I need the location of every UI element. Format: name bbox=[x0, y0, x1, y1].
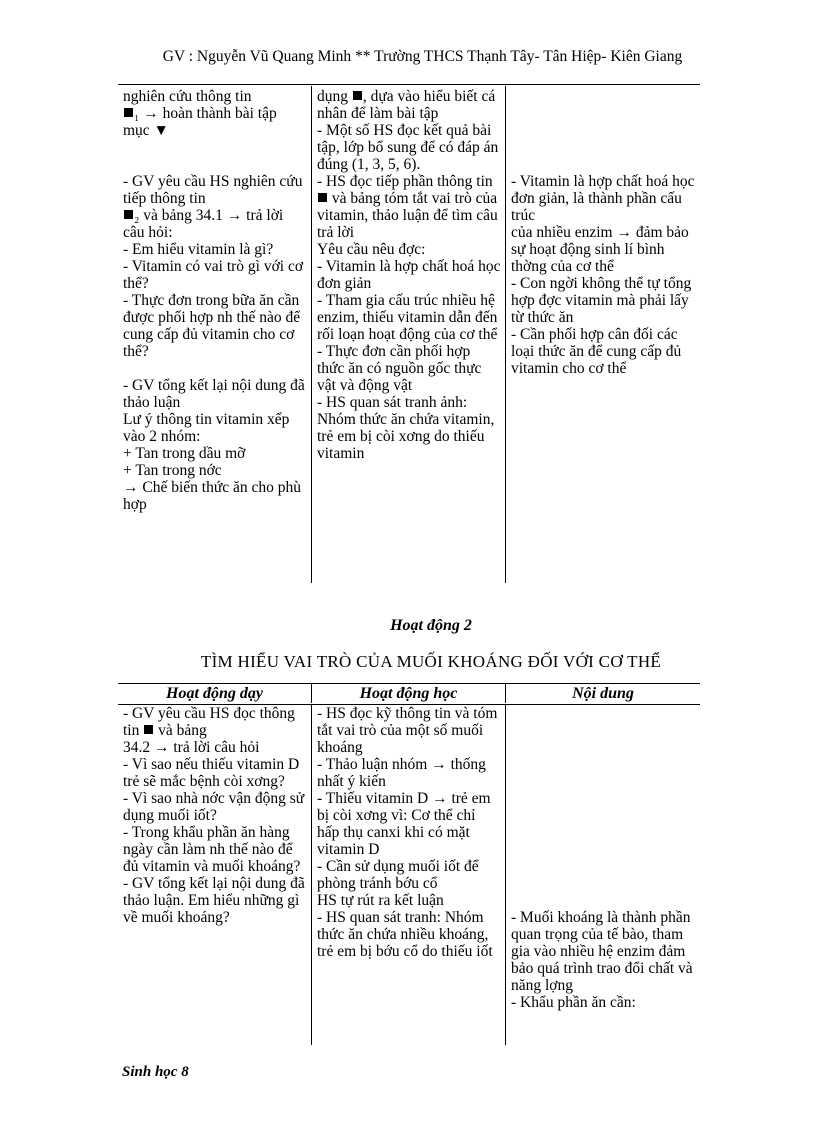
cell-text: - Một số HS đọc kết quả bài tập, lớp bổ sung để có đáp án đúng (1, 3, 5, 6). bbox=[317, 122, 499, 173]
cell-text: của nhiều enzim → đảm bảo sự hoạt động sinh lí bình thờng của cơ thể bbox=[511, 224, 689, 275]
cell-text: 34.2 → trả lời câu hỏi bbox=[123, 739, 260, 756]
teaching-activity-cell bbox=[118, 86, 311, 583]
page-footer: Sinh học 8 bbox=[122, 1064, 189, 1080]
teaching-activity-cell bbox=[118, 705, 311, 1045]
cell-text: - Em hiểu vitamin là gì? bbox=[123, 241, 274, 258]
cell-text: - Cần sử dụng muối iốt để phòng tránh bớu cổ bbox=[317, 858, 479, 892]
cell-text: - Vì sao nếu thiếu vitamin D trẻ sẽ mắc bệnh còi xơng? bbox=[123, 756, 300, 790]
cell-text: - Con ngời không thể tự tổng hợp đợc vitamin mà phải lấy từ thức ăn bbox=[511, 275, 692, 326]
cell-text: Lư ý thông tin vitamin xếp vào 2 nhóm: bbox=[123, 411, 290, 445]
cell-text: - GV tổng kết lại nội dung đã thảo luận bbox=[123, 377, 305, 411]
cell-text: nghiên cứu thông tin bbox=[123, 88, 252, 105]
cell-text: - Vitamin là hợp chất hoá học đơn giản bbox=[317, 258, 501, 292]
info-square-icon bbox=[318, 193, 327, 202]
header-rule bbox=[118, 84, 700, 85]
cell-text: HS tự rút ra kết luận bbox=[317, 892, 444, 909]
column-header: Hoạt động dạy bbox=[166, 685, 263, 702]
cell-text: + Tan trong nớc bbox=[123, 462, 222, 479]
table-header-row bbox=[118, 683, 700, 705]
content-cell bbox=[506, 705, 700, 1045]
cell-text: - Cần phối hợp cân đối các loại thức ăn để cung cấp đủ vitamin cho cơ thể bbox=[511, 326, 682, 377]
cell-text: - Thiếu vitamin D → trẻ em bị còi xơng vì: Cơ thể chỉ hấp thụ canxi khi có mặt vitamin D bbox=[317, 790, 491, 858]
cell-text: + Tan trong dầu mỡ bbox=[123, 445, 246, 462]
lesson-table-continued bbox=[118, 86, 700, 583]
page-header: GV : Nguyễn Vũ Quang Minh ** Trường THCS Thạnh Tây- Tân Hiệp- Kiên Giang bbox=[162, 48, 683, 65]
cell-text: - Vitamin có vai trò gì với cơ thể? bbox=[123, 258, 304, 292]
cell-text: dụng , dựa vào hiểu biết cá nhân để làm bài tập bbox=[317, 88, 496, 122]
cell-text: ₁ → hoàn thành bài tập mục ▼ bbox=[123, 105, 277, 139]
cell-text: - Muối khoáng là thành phần quan trọng của tế bào, tham gia vào nhiều hệ enzim đảm bảo quá trình trao đổi chất và năng lợng bbox=[511, 909, 693, 994]
activity-subtitle: TÌM HIỂU VAI TRÒ CỦA MUỐI KHOÁNG ĐỐI VỚI CƠ THỂ bbox=[200, 652, 662, 671]
table-row bbox=[118, 705, 700, 1045]
cell-text: - GV yêu cầu HS nghiên cứu tiếp thông tin bbox=[123, 173, 303, 207]
activity-title: Hoạt động 2 bbox=[390, 617, 472, 634]
cell-text: - HS đọc tiếp phần thông tin và bảng tóm tắt vai trò của vitamin, thảo luận để tìm câu trả lời bbox=[317, 173, 498, 241]
table-row bbox=[118, 86, 700, 583]
cell-text: ₂ và bảng 34.1 → trả lời câu hỏi: bbox=[123, 207, 284, 241]
cell-text: - GV tổng kết lại nội dung đã thảo luận. Em hiểu những gì về muối khoáng? bbox=[123, 875, 305, 926]
column-header: Nội dung bbox=[572, 685, 634, 702]
content-cell bbox=[506, 86, 700, 583]
cell-text: - Thực đơn cần phối hợp thức ăn có nguồn gốc thực vật và động vật bbox=[317, 343, 482, 394]
cell-text: - Vì sao nhà nớc vận động sử dụng muối iốt? bbox=[123, 790, 305, 824]
cell-text: - HS đọc kỹ thông tin và tóm tắt vai trò của một số muối khoáng bbox=[317, 705, 498, 756]
cell-text: - Tham gia cấu trúc nhiều hệ enzim, thiếu vitamin dẫn đến rối loạn hoạt động của cơ thể bbox=[317, 292, 498, 343]
learning-activity-cell bbox=[311, 705, 506, 1045]
info-square-icon bbox=[353, 91, 362, 100]
cell-text: - HS quan sát tranh: Nhóm thức ăn chứa nhiều khoáng, trẻ em bị bớu cổ do thiếu iốt bbox=[317, 909, 493, 960]
info-square-icon bbox=[124, 210, 133, 219]
info-square-icon bbox=[144, 725, 153, 734]
cell-text: - GV yêu cầu HS đọc thông tin và bảng bbox=[123, 705, 295, 739]
cell-text: - Thực đơn trong bữa ăn cần được phối hợp nh thế nào để cung cấp đủ vitamin cho cơ thể? bbox=[123, 292, 301, 360]
cell-text: - Khẩu phần ăn cần: bbox=[511, 994, 636, 1011]
cell-text: - Thảo luận nhóm → thống nhất ý kiến bbox=[317, 756, 486, 790]
info-square-icon bbox=[124, 108, 133, 117]
cell-text: - Trong khẩu phần ăn hàng ngày cần làm nh thế nào để đủ vitamin và muối khoáng? bbox=[123, 824, 301, 875]
cell-text: - Vitamin là hợp chất hoá học đơn giản, là thành phần cấu trúc bbox=[511, 173, 695, 224]
cell-text: - HS quan sát tranh ảnh: Nhóm thức ăn chứa vitamin, trẻ em bị còi xơng do thiếu vitamin bbox=[317, 394, 495, 462]
cell-text: → Chế biến thức ăn cho phù hợp bbox=[123, 479, 302, 513]
learning-activity-cell bbox=[311, 86, 506, 583]
cell-text: Yêu cầu nêu đợc: bbox=[317, 241, 426, 258]
activity-2-table bbox=[118, 683, 700, 1045]
column-header: Hoạt động học bbox=[311, 684, 506, 703]
